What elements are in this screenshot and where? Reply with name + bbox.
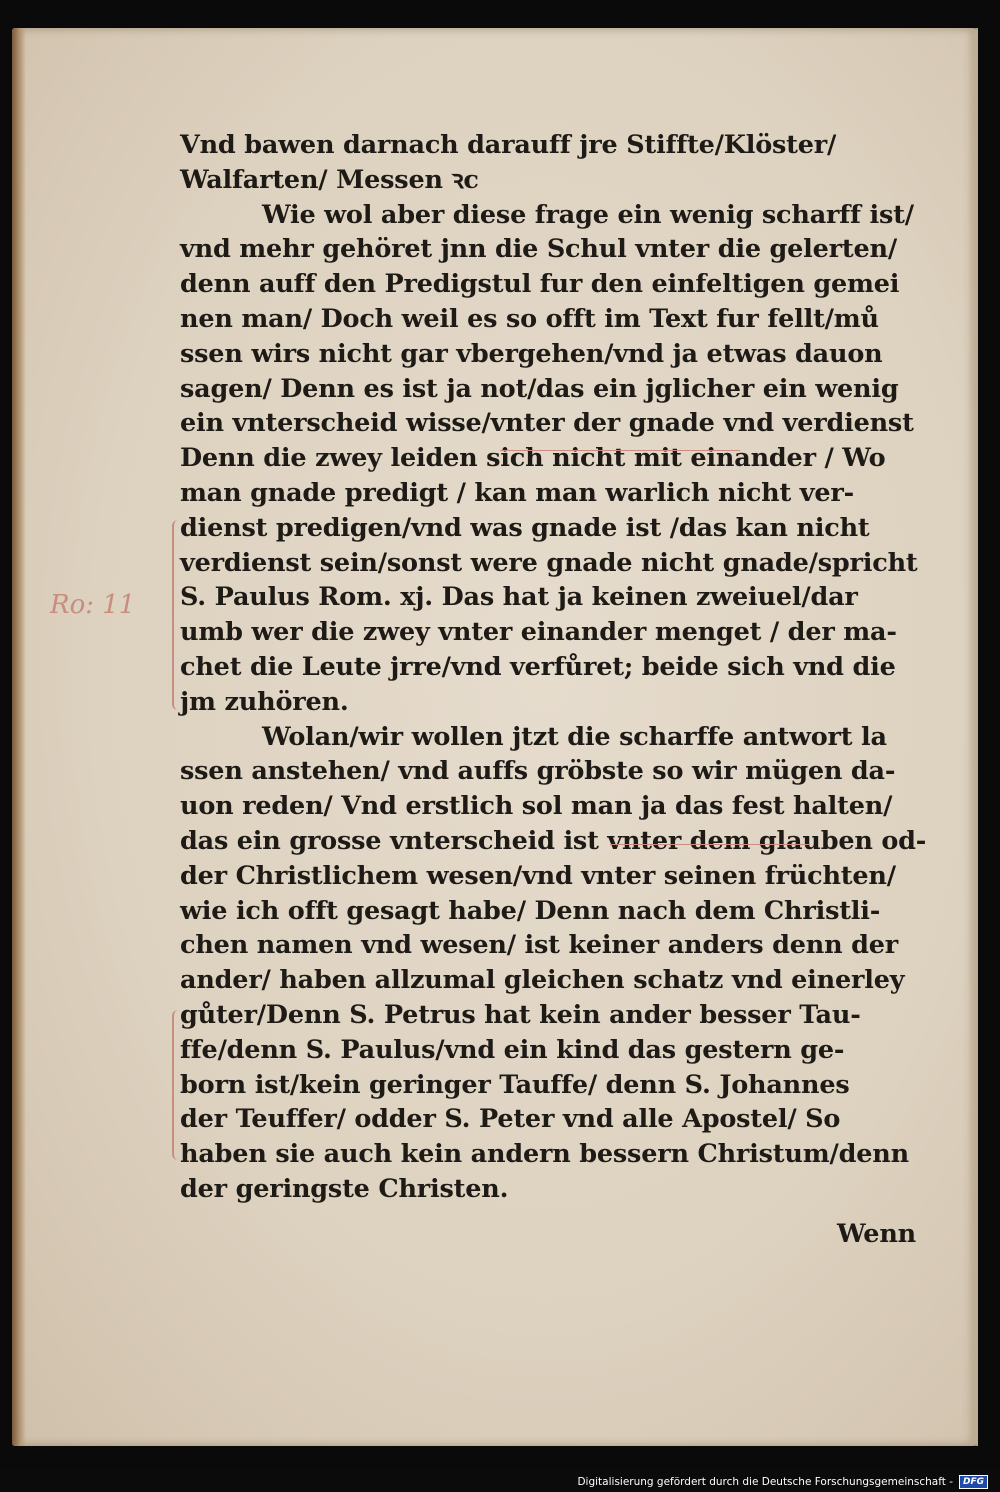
text-line: wie ich offt gesagt habe/ Denn nach dem Christli-	[180, 895, 881, 926]
text-line: gůter/Denn S. Petrus hat kein ander besser Tau-	[180, 999, 861, 1030]
text-line: man gnade predigt / kan man warlich nicht ver-	[180, 477, 854, 508]
annotation-underline	[500, 450, 740, 451]
text-line: der Teuffer/ odder S. Peter vnd alle Apostel/ So	[180, 1104, 841, 1135]
page-edge	[968, 28, 978, 1446]
text-line: uon reden/ Vnd erstlich sol man ja das fest halten/	[180, 791, 893, 822]
text-line: ssen wirs nicht gar vbergehen/vnd ja etwas dauon	[180, 338, 883, 369]
page-gutter	[12, 28, 26, 1446]
annotation-bracket	[172, 1010, 180, 1160]
text-line: Walfarten/ Messen ꝛc	[180, 164, 479, 195]
text-line: S. Paulus Rom. xj. Das hat ja keinen zweiuel/dar	[180, 582, 858, 613]
text-line: haben sie auch kein andern bessern Christum/denn	[180, 1139, 909, 1170]
text-line: ander/ haben allzumal gleichen schatz vnd einerley	[180, 965, 905, 996]
text-line: ein vnterscheid wisse/vnter der gnade vnd verdienst	[180, 408, 914, 439]
text-line: Wie wol aber diese frage ein wenig scharff ist/	[262, 199, 914, 230]
digitization-footer	[577, 1474, 988, 1490]
text-line: der Christlichem wesen/vnd vnter seinen früchten/	[180, 860, 896, 891]
catchword: Wenn	[836, 1218, 916, 1249]
annotation-underline	[610, 844, 810, 845]
text-line: nen man/ Doch weil es so offt im Text fur fellt/mů	[180, 303, 879, 334]
text-line: umb wer die zwey vnter einander menget / der ma-	[180, 617, 897, 648]
text-line: ffe/denn S. Paulus/vnd ein kind das gestern ge-	[180, 1034, 845, 1065]
text-line: Wolan/wir wollen jtzt die scharffe antwort la	[262, 721, 887, 752]
text-line: das ein grosse vnterscheid ist vnter dem glauben od-	[180, 825, 927, 856]
text-line: born ist/kein geringer Tauffe/ denn S. Johannes	[180, 1069, 850, 1100]
text-line: vnd mehr gehöret jnn die Schul vnter die gelerten/	[180, 234, 897, 265]
dfg-logo: DFG	[959, 1475, 988, 1489]
text-line: denn auff den Predigstul fur den einfeltigen gemei	[180, 269, 900, 300]
footer-credit: Digitalisierung gefördert durch die Deutsche Forschungsgemeinschaft -	[577, 1476, 953, 1488]
text-line: verdienst sein/sonst were gnade nicht gnade/spricht	[180, 547, 918, 578]
text-line: der geringste Christen.	[180, 1173, 509, 1204]
text-line: Vnd bawen darnach darauff jre Stiffte/Klöster/	[180, 130, 837, 160]
text-line: chen namen vnd wesen/ ist keiner anders denn der	[180, 930, 898, 961]
body-text	[180, 128, 927, 1252]
annotation-bracket	[172, 520, 180, 710]
text-line: sagen/ Denn es ist ja not/das ein jglicher ein wenig	[180, 373, 899, 404]
text-line: ssen anstehen/ vnd auffs gröbste so wir mügen da-	[180, 756, 896, 787]
text-line: dienst predigen/vnd was gnade ist /das kan nicht	[180, 512, 870, 543]
text-line: chet die Leute jrre/vnd verfůret; beide sich vnd die	[180, 651, 896, 682]
margin-annotation: Ro: 11	[50, 590, 136, 620]
text-line: Denn die zwey leiden sich nicht mit einander / Wo	[180, 443, 886, 474]
text-line: jm zuhören.	[180, 686, 349, 717]
